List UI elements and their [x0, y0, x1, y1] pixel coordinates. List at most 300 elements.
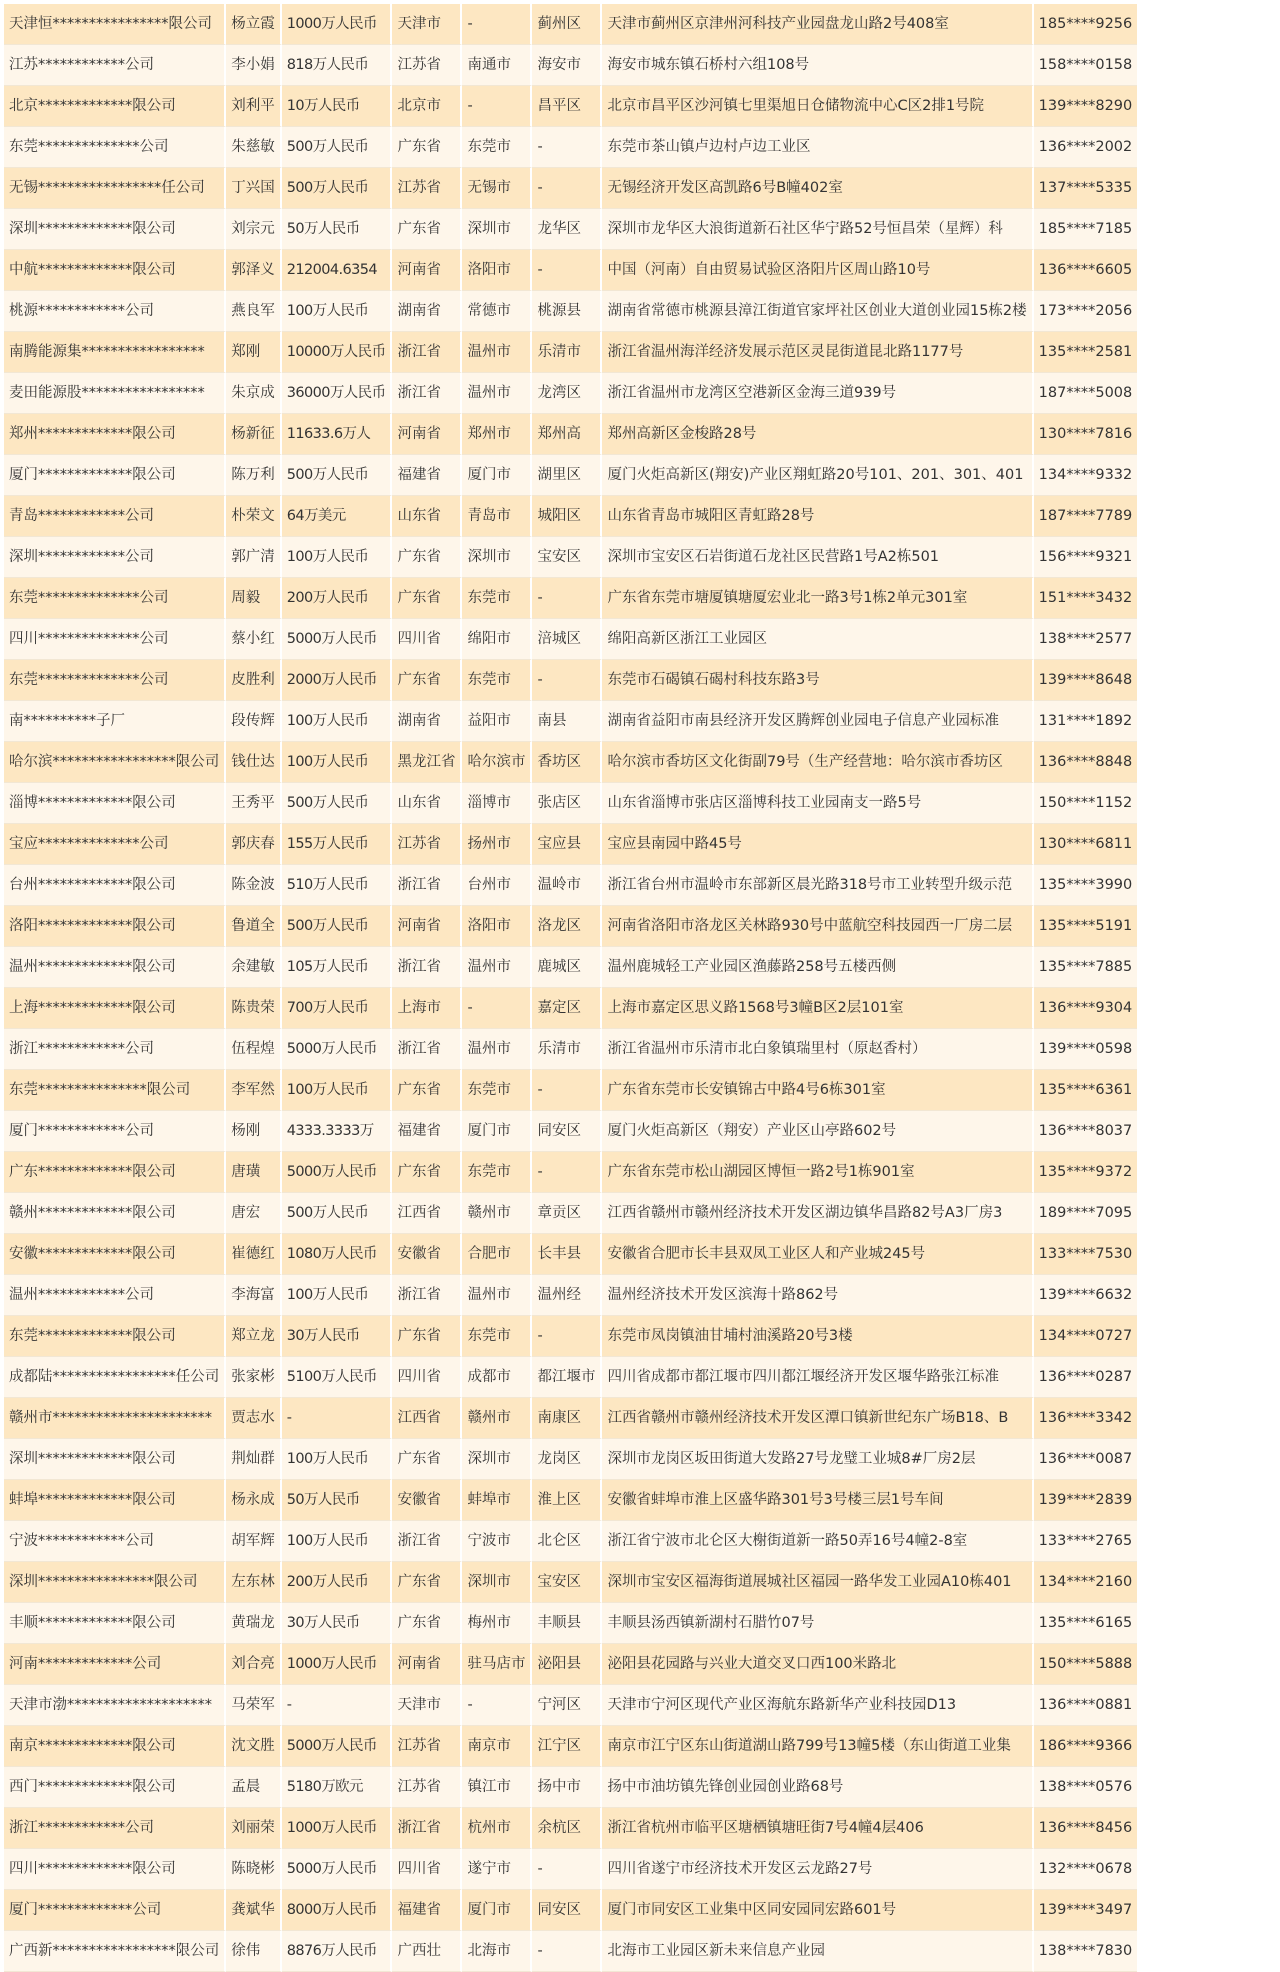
table-row	[4, 1152, 1137, 1193]
capital-cell: 1000万人民币	[282, 4, 393, 45]
province-cell: 福建省	[392, 1111, 462, 1152]
capital-cell: 100万人民币	[282, 701, 393, 742]
capital-cell: 30万人民币	[282, 1603, 393, 1644]
province-cell: 浙江省	[392, 1029, 462, 1070]
table-row	[4, 373, 1137, 414]
legal-person-cell: 刘丽荣	[226, 1808, 282, 1849]
city-cell: 合肥市	[462, 1234, 532, 1275]
company-name-cell: 四川*************限公司	[4, 1849, 226, 1890]
company-name-cell: 浙江************公司	[4, 1808, 226, 1849]
phone-cell: 136****6605	[1034, 250, 1138, 291]
legal-person-cell: 朱京成	[226, 373, 282, 414]
legal-person-cell: 孟晨	[226, 1767, 282, 1808]
province-cell: 广东省	[392, 1562, 462, 1603]
district-cell: 淮上区	[532, 1480, 602, 1521]
address-cell: 天津市宁河区现代产业区海航东路新华产业科技园D13	[602, 1685, 1033, 1726]
table-row	[4, 1316, 1137, 1357]
phone-cell: 136****0287	[1034, 1357, 1138, 1398]
district-cell: -	[532, 578, 602, 619]
district-cell: 乐清市	[532, 1029, 602, 1070]
company-name-cell: 哈尔滨*****************限公司	[4, 742, 226, 783]
district-cell: 同安区	[532, 1111, 602, 1152]
company-name-cell: 宁波************公司	[4, 1521, 226, 1562]
legal-person-cell: 蔡小红	[226, 619, 282, 660]
table-row	[4, 742, 1137, 783]
address-cell: 浙江省宁波市北仑区大榭街道新一路50弄16号4幢2-8室	[602, 1521, 1033, 1562]
capital-cell: 50万人民币	[282, 209, 393, 250]
district-cell: -	[532, 1931, 602, 1972]
address-cell: 深圳市龙华区大浪街道新石社区华宁路52号恒昌荣（星辉）科	[602, 209, 1033, 250]
company-name-cell: 东莞**************公司	[4, 660, 226, 701]
legal-person-cell: 张家彬	[226, 1357, 282, 1398]
address-cell: 无锡经济开发区高凯路6号B幢402室	[602, 168, 1033, 209]
address-cell: 四川省遂宁市经济技术开发区云龙路27号	[602, 1849, 1033, 1890]
phone-cell: 189****7095	[1034, 1193, 1138, 1234]
table-row	[4, 1234, 1137, 1275]
company-name-cell: 洛阳*************限公司	[4, 906, 226, 947]
phone-cell: 139****8290	[1034, 86, 1138, 127]
district-cell: 江宁区	[532, 1726, 602, 1767]
capital-cell: 50万人民币	[282, 1480, 393, 1521]
legal-person-cell: 陈晓彬	[226, 1849, 282, 1890]
district-cell: 宁河区	[532, 1685, 602, 1726]
address-cell: 东莞市茶山镇卢边村卢边工业区	[602, 127, 1033, 168]
table-row	[4, 1603, 1137, 1644]
table-row	[4, 1931, 1137, 1972]
province-cell: 浙江省	[392, 373, 462, 414]
province-cell: 广东省	[392, 209, 462, 250]
district-cell: 丰顺县	[532, 1603, 602, 1644]
table-row	[4, 1275, 1137, 1316]
table-row	[4, 988, 1137, 1029]
province-cell: 天津市	[392, 4, 462, 45]
city-cell: 洛阳市	[462, 906, 532, 947]
table-row	[4, 1070, 1137, 1111]
city-cell: 益阳市	[462, 701, 532, 742]
phone-cell: 136****8456	[1034, 1808, 1138, 1849]
company-name-cell: 天津恒****************限公司	[4, 4, 226, 45]
legal-person-cell: 荆灿群	[226, 1439, 282, 1480]
province-cell: 北京市	[392, 86, 462, 127]
capital-cell: 100万人民币	[282, 537, 393, 578]
province-cell: 江苏省	[392, 824, 462, 865]
capital-cell: 5000万人民币	[282, 1029, 393, 1070]
legal-person-cell: 钱仕达	[226, 742, 282, 783]
province-cell: 河南省	[392, 1644, 462, 1685]
city-cell: 温州市	[462, 947, 532, 988]
phone-cell: 136****0881	[1034, 1685, 1138, 1726]
company-name-cell: 深圳*************限公司	[4, 1439, 226, 1480]
capital-cell: 4333.3333万	[282, 1111, 393, 1152]
district-cell: 宝应县	[532, 824, 602, 865]
table-row	[4, 4, 1137, 45]
district-cell: 蓟州区	[532, 4, 602, 45]
table-row	[4, 127, 1137, 168]
capital-cell: 100万人民币	[282, 1521, 393, 1562]
capital-cell: 1080万人民币	[282, 1234, 393, 1275]
city-cell: 哈尔滨市	[462, 742, 532, 783]
district-cell: 海安市	[532, 45, 602, 86]
city-cell: 宁波市	[462, 1521, 532, 1562]
legal-person-cell: 崔德红	[226, 1234, 282, 1275]
province-cell: 河南省	[392, 414, 462, 455]
phone-cell: 138****7830	[1034, 1931, 1138, 1972]
capital-cell: 100万人民币	[282, 291, 393, 332]
province-cell: 江西省	[392, 1398, 462, 1439]
legal-person-cell: 刘利平	[226, 86, 282, 127]
district-cell: 章贡区	[532, 1193, 602, 1234]
address-cell: 扬中市油坊镇先锋创业园创业路68号	[602, 1767, 1033, 1808]
province-cell: 安徽省	[392, 1480, 462, 1521]
table-row	[4, 496, 1137, 537]
address-cell: 郑州高新区金梭路28号	[602, 414, 1033, 455]
city-cell: 台州市	[462, 865, 532, 906]
phone-cell: 139****0598	[1034, 1029, 1138, 1070]
address-cell: 海安市城东镇石桥村六组108号	[602, 45, 1033, 86]
table-row	[4, 578, 1137, 619]
capital-cell: 1000万人民币	[282, 1808, 393, 1849]
company-name-cell: 温州*************限公司	[4, 947, 226, 988]
address-cell: 哈尔滨市香坊区文化街副79号（生产经营地：哈尔滨市香坊区	[602, 742, 1033, 783]
province-cell: 广东省	[392, 1439, 462, 1480]
capital-cell: 5000万人民币	[282, 619, 393, 660]
district-cell: -	[532, 1316, 602, 1357]
city-cell: 郑州市	[462, 414, 532, 455]
legal-person-cell: 郭广清	[226, 537, 282, 578]
company-name-cell: 天津市渤********************	[4, 1685, 226, 1726]
phone-cell: 136****8848	[1034, 742, 1138, 783]
address-cell: 丰顺县汤西镇新湖村石腊竹07号	[602, 1603, 1033, 1644]
province-cell: 湖南省	[392, 701, 462, 742]
legal-person-cell: 段传辉	[226, 701, 282, 742]
province-cell: 山东省	[392, 783, 462, 824]
district-cell: 龙华区	[532, 209, 602, 250]
legal-person-cell: 李军然	[226, 1070, 282, 1111]
province-cell: 江苏省	[392, 1767, 462, 1808]
phone-cell: 135****5191	[1034, 906, 1138, 947]
company-name-cell: 厦门*************限公司	[4, 455, 226, 496]
province-cell: 浙江省	[392, 947, 462, 988]
district-cell: 桃源县	[532, 291, 602, 332]
phone-cell: 135****9372	[1034, 1152, 1138, 1193]
table-row	[4, 414, 1137, 455]
city-cell: 深圳市	[462, 1439, 532, 1480]
province-cell: 广东省	[392, 1070, 462, 1111]
city-cell: -	[462, 86, 532, 127]
table-row	[4, 1726, 1137, 1767]
phone-cell: 136****3342	[1034, 1398, 1138, 1439]
company-name-cell: 东莞**************公司	[4, 578, 226, 619]
company-name-cell: 深圳****************限公司	[4, 1562, 226, 1603]
province-cell: 河南省	[392, 906, 462, 947]
city-cell: 梅州市	[462, 1603, 532, 1644]
legal-person-cell: 杨立霞	[226, 4, 282, 45]
legal-person-cell: 贾志水	[226, 1398, 282, 1439]
city-cell: 南通市	[462, 45, 532, 86]
province-cell: 广东省	[392, 1603, 462, 1644]
address-cell: 深圳市宝安区福海街道展城社区福园一路华发工业园A10栋401	[602, 1562, 1033, 1603]
city-cell: 驻马店市	[462, 1644, 532, 1685]
table-row	[4, 1767, 1137, 1808]
city-cell: 厦门市	[462, 1111, 532, 1152]
address-cell: 东莞市石碣镇石碣村科技东路3号	[602, 660, 1033, 701]
phone-cell: 132****0678	[1034, 1849, 1138, 1890]
table-row	[4, 1685, 1137, 1726]
province-cell: 广西壮	[392, 1931, 462, 1972]
address-cell: 绵阳高新区浙江工业园区	[602, 619, 1033, 660]
district-cell: 洛龙区	[532, 906, 602, 947]
table-row	[4, 1644, 1137, 1685]
district-cell: 龙湾区	[532, 373, 602, 414]
province-cell: 河南省	[392, 250, 462, 291]
address-cell: 中国（河南）自由贸易试验区洛阳片区周山路10号	[602, 250, 1033, 291]
district-cell: 昌平区	[532, 86, 602, 127]
capital-cell: 200万人民币	[282, 1562, 393, 1603]
legal-person-cell: 沈文胜	[226, 1726, 282, 1767]
province-cell: 江苏省	[392, 168, 462, 209]
legal-person-cell: 郑立龙	[226, 1316, 282, 1357]
address-cell: 南京市江宁区东山街道湖山路799号13幢5楼（东山街道工业集	[602, 1726, 1033, 1767]
phone-cell: 136****8037	[1034, 1111, 1138, 1152]
city-cell: 温州市	[462, 373, 532, 414]
capital-cell: 500万人民币	[282, 127, 393, 168]
legal-person-cell: 郭泽义	[226, 250, 282, 291]
province-cell: 上海市	[392, 988, 462, 1029]
city-cell: 厦门市	[462, 1890, 532, 1931]
address-cell: 泌阳县花园路与兴业大道交叉口西100米路北	[602, 1644, 1033, 1685]
phone-cell: 135****2581	[1034, 332, 1138, 373]
phone-cell: 133****2765	[1034, 1521, 1138, 1562]
company-name-cell: 赣州*************限公司	[4, 1193, 226, 1234]
district-cell: 香坊区	[532, 742, 602, 783]
city-cell: 温州市	[462, 1029, 532, 1070]
city-cell: 深圳市	[462, 209, 532, 250]
address-cell: 湖南省益阳市南县经济开发区腾辉创业园电子信息产业园标准	[602, 701, 1033, 742]
capital-cell: 10000万人民币	[282, 332, 393, 373]
legal-person-cell: 胡军辉	[226, 1521, 282, 1562]
city-cell: 常德市	[462, 291, 532, 332]
address-cell: 北京市昌平区沙河镇七里渠旭日仓储物流中心C区2排1号院	[602, 86, 1033, 127]
province-cell: 广东省	[392, 660, 462, 701]
legal-person-cell: 刘合亮	[226, 1644, 282, 1685]
capital-cell: 500万人民币	[282, 455, 393, 496]
phone-cell: 135****6361	[1034, 1070, 1138, 1111]
city-cell: 镇江市	[462, 1767, 532, 1808]
phone-cell: 158****0158	[1034, 45, 1138, 86]
capital-cell: 500万人民币	[282, 1193, 393, 1234]
district-cell: 龙岗区	[532, 1439, 602, 1480]
capital-cell: -	[282, 1685, 393, 1726]
city-cell: 温州市	[462, 1275, 532, 1316]
capital-cell: 1000万人民币	[282, 1644, 393, 1685]
legal-person-cell: 李小娟	[226, 45, 282, 86]
company-name-cell: 北京*************限公司	[4, 86, 226, 127]
phone-cell: 134****2160	[1034, 1562, 1138, 1603]
city-cell: 蚌埠市	[462, 1480, 532, 1521]
capital-cell: 100万人民币	[282, 1275, 393, 1316]
address-cell: 厦门市同安区工业集中区同安园同宏路601号	[602, 1890, 1033, 1931]
address-cell: 河南省洛阳市洛龙区关林路930号中蓝航空科技园西一厂房二层	[602, 906, 1033, 947]
address-cell: 厦门火炬高新区(翔安)产业区翔虹路20号101、201、301、401	[602, 455, 1033, 496]
address-cell: 四川省成都市都江堰市四川都江堰经济开发区堰华路张江标准	[602, 1357, 1033, 1398]
province-cell: 江西省	[392, 1193, 462, 1234]
city-cell: 厦门市	[462, 455, 532, 496]
address-cell: 山东省青岛市城阳区青虹路28号	[602, 496, 1033, 537]
company-name-cell: 西门*************限公司	[4, 1767, 226, 1808]
district-cell: 湖里区	[532, 455, 602, 496]
company-name-cell: 南**********子厂	[4, 701, 226, 742]
province-cell: 天津市	[392, 1685, 462, 1726]
address-cell: 江西省赣州市赣州经济技术开发区潭口镇新世纪东广场B18、B	[602, 1398, 1033, 1439]
capital-cell: 700万人民币	[282, 988, 393, 1029]
capital-cell: 8876万人民币	[282, 1931, 393, 1972]
phone-cell: 133****7530	[1034, 1234, 1138, 1275]
table-row	[4, 1849, 1137, 1890]
district-cell: 都江堰市	[532, 1357, 602, 1398]
capital-cell: 5000万人民币	[282, 1152, 393, 1193]
company-name-cell: 丰顺*************限公司	[4, 1603, 226, 1644]
table-row	[4, 1890, 1137, 1931]
capital-cell: 500万人民币	[282, 783, 393, 824]
table-row	[4, 824, 1137, 865]
city-cell: 东莞市	[462, 1070, 532, 1111]
legal-person-cell: 杨新征	[226, 414, 282, 455]
company-name-cell: 河南*************公司	[4, 1644, 226, 1685]
province-cell: 安徽省	[392, 1234, 462, 1275]
address-cell: 浙江省温州市乐清市北白象镇瑞里村（原赵香村）	[602, 1029, 1033, 1070]
legal-person-cell: 徐伟	[226, 1931, 282, 1972]
legal-person-cell: 燕良军	[226, 291, 282, 332]
legal-person-cell: 唐璜	[226, 1152, 282, 1193]
company-name-cell: 深圳*************限公司	[4, 209, 226, 250]
company-name-cell: 淄博*************限公司	[4, 783, 226, 824]
phone-cell: 151****3432	[1034, 578, 1138, 619]
table-row	[4, 1439, 1137, 1480]
city-cell: 南京市	[462, 1726, 532, 1767]
province-cell: 浙江省	[392, 1521, 462, 1562]
company-name-cell: 厦门************公司	[4, 1111, 226, 1152]
province-cell: 浙江省	[392, 332, 462, 373]
province-cell: 湖南省	[392, 291, 462, 332]
city-cell: -	[462, 4, 532, 45]
table-row	[4, 455, 1137, 496]
city-cell: 无锡市	[462, 168, 532, 209]
company-name-cell: 广西新*****************限公司	[4, 1931, 226, 1972]
phone-cell: 185****7185	[1034, 209, 1138, 250]
phone-cell: 136****9304	[1034, 988, 1138, 1029]
table-row	[4, 783, 1137, 824]
legal-person-cell: 王秀平	[226, 783, 282, 824]
capital-cell: -	[282, 1398, 393, 1439]
legal-person-cell: 陈贵荣	[226, 988, 282, 1029]
capital-cell: 818万人民币	[282, 45, 393, 86]
company-name-cell: 江苏************公司	[4, 45, 226, 86]
city-cell: 青岛市	[462, 496, 532, 537]
legal-person-cell: 陈金波	[226, 865, 282, 906]
company-name-cell: 郑州*************限公司	[4, 414, 226, 455]
province-cell: 广东省	[392, 1152, 462, 1193]
company-name-cell: 赣州市**********************	[4, 1398, 226, 1439]
table-row	[4, 291, 1137, 332]
phone-cell: 138****0576	[1034, 1767, 1138, 1808]
company-name-cell: 宝应**************公司	[4, 824, 226, 865]
capital-cell: 510万人民币	[282, 865, 393, 906]
district-cell: 长丰县	[532, 1234, 602, 1275]
city-cell: 东莞市	[462, 127, 532, 168]
phone-cell: 135****6165	[1034, 1603, 1138, 1644]
address-cell: 天津市蓟州区京津州河科技产业园盘龙山路2号408室	[602, 4, 1033, 45]
address-cell: 温州鹿城轻工产业园区渔藤路258号五楼西侧	[602, 947, 1033, 988]
capital-cell: 200万人民币	[282, 578, 393, 619]
city-cell: 成都市	[462, 1357, 532, 1398]
table-row	[4, 947, 1137, 988]
address-cell: 深圳市宝安区石岩街道石龙社区民营路1号A2栋501	[602, 537, 1033, 578]
capital-cell: 5100万人民币	[282, 1357, 393, 1398]
phone-cell: 130****7816	[1034, 414, 1138, 455]
district-cell: 同安区	[532, 1890, 602, 1931]
phone-cell: 130****6811	[1034, 824, 1138, 865]
legal-person-cell: 伍程煌	[226, 1029, 282, 1070]
table-row	[4, 1480, 1137, 1521]
address-cell: 北海市工业园区新未来信息产业园	[602, 1931, 1033, 1972]
capital-cell: 500万人民币	[282, 168, 393, 209]
legal-person-cell: 马荣军	[226, 1685, 282, 1726]
legal-person-cell: 余建敏	[226, 947, 282, 988]
province-cell: 福建省	[392, 455, 462, 496]
province-cell: 福建省	[392, 1890, 462, 1931]
legal-person-cell: 朱慈敏	[226, 127, 282, 168]
district-cell: 嘉定区	[532, 988, 602, 1029]
table-row	[4, 1808, 1137, 1849]
district-cell: -	[532, 250, 602, 291]
province-cell: 广东省	[392, 578, 462, 619]
province-cell: 四川省	[392, 1849, 462, 1890]
legal-person-cell: 郑刚	[226, 332, 282, 373]
address-cell: 安徽省蚌埠市淮上区盛华路301号3号楼三层1号车间	[602, 1480, 1033, 1521]
table-row	[4, 45, 1137, 86]
district-cell: -	[532, 168, 602, 209]
phone-cell: 150****5888	[1034, 1644, 1138, 1685]
district-cell: 南县	[532, 701, 602, 742]
capital-cell: 2000万人民币	[282, 660, 393, 701]
phone-cell: 134****9332	[1034, 455, 1138, 496]
table-row	[4, 250, 1137, 291]
district-cell: 鹿城区	[532, 947, 602, 988]
legal-person-cell: 左东林	[226, 1562, 282, 1603]
table-row	[4, 1357, 1137, 1398]
legal-person-cell: 杨刚	[226, 1111, 282, 1152]
city-cell: 东莞市	[462, 1316, 532, 1357]
phone-cell: 139****8648	[1034, 660, 1138, 701]
phone-cell: 173****2056	[1034, 291, 1138, 332]
phone-cell: 156****9321	[1034, 537, 1138, 578]
legal-person-cell: 鲁道全	[226, 906, 282, 947]
table-row	[4, 701, 1137, 742]
company-name-cell: 南腾能源集*****************	[4, 332, 226, 373]
phone-cell: 135****3990	[1034, 865, 1138, 906]
capital-cell: 8000万人民币	[282, 1890, 393, 1931]
capital-cell: 64万美元	[282, 496, 393, 537]
legal-person-cell: 杨永成	[226, 1480, 282, 1521]
district-cell: 张店区	[532, 783, 602, 824]
company-name-cell: 四川**************公司	[4, 619, 226, 660]
capital-cell: 500万人民币	[282, 906, 393, 947]
table-row	[4, 332, 1137, 373]
city-cell: 东莞市	[462, 578, 532, 619]
capital-cell: 36000万人民币	[282, 373, 393, 414]
capital-cell: 5180万欧元	[282, 1767, 393, 1808]
company-name-cell: 蚌埠*************限公司	[4, 1480, 226, 1521]
